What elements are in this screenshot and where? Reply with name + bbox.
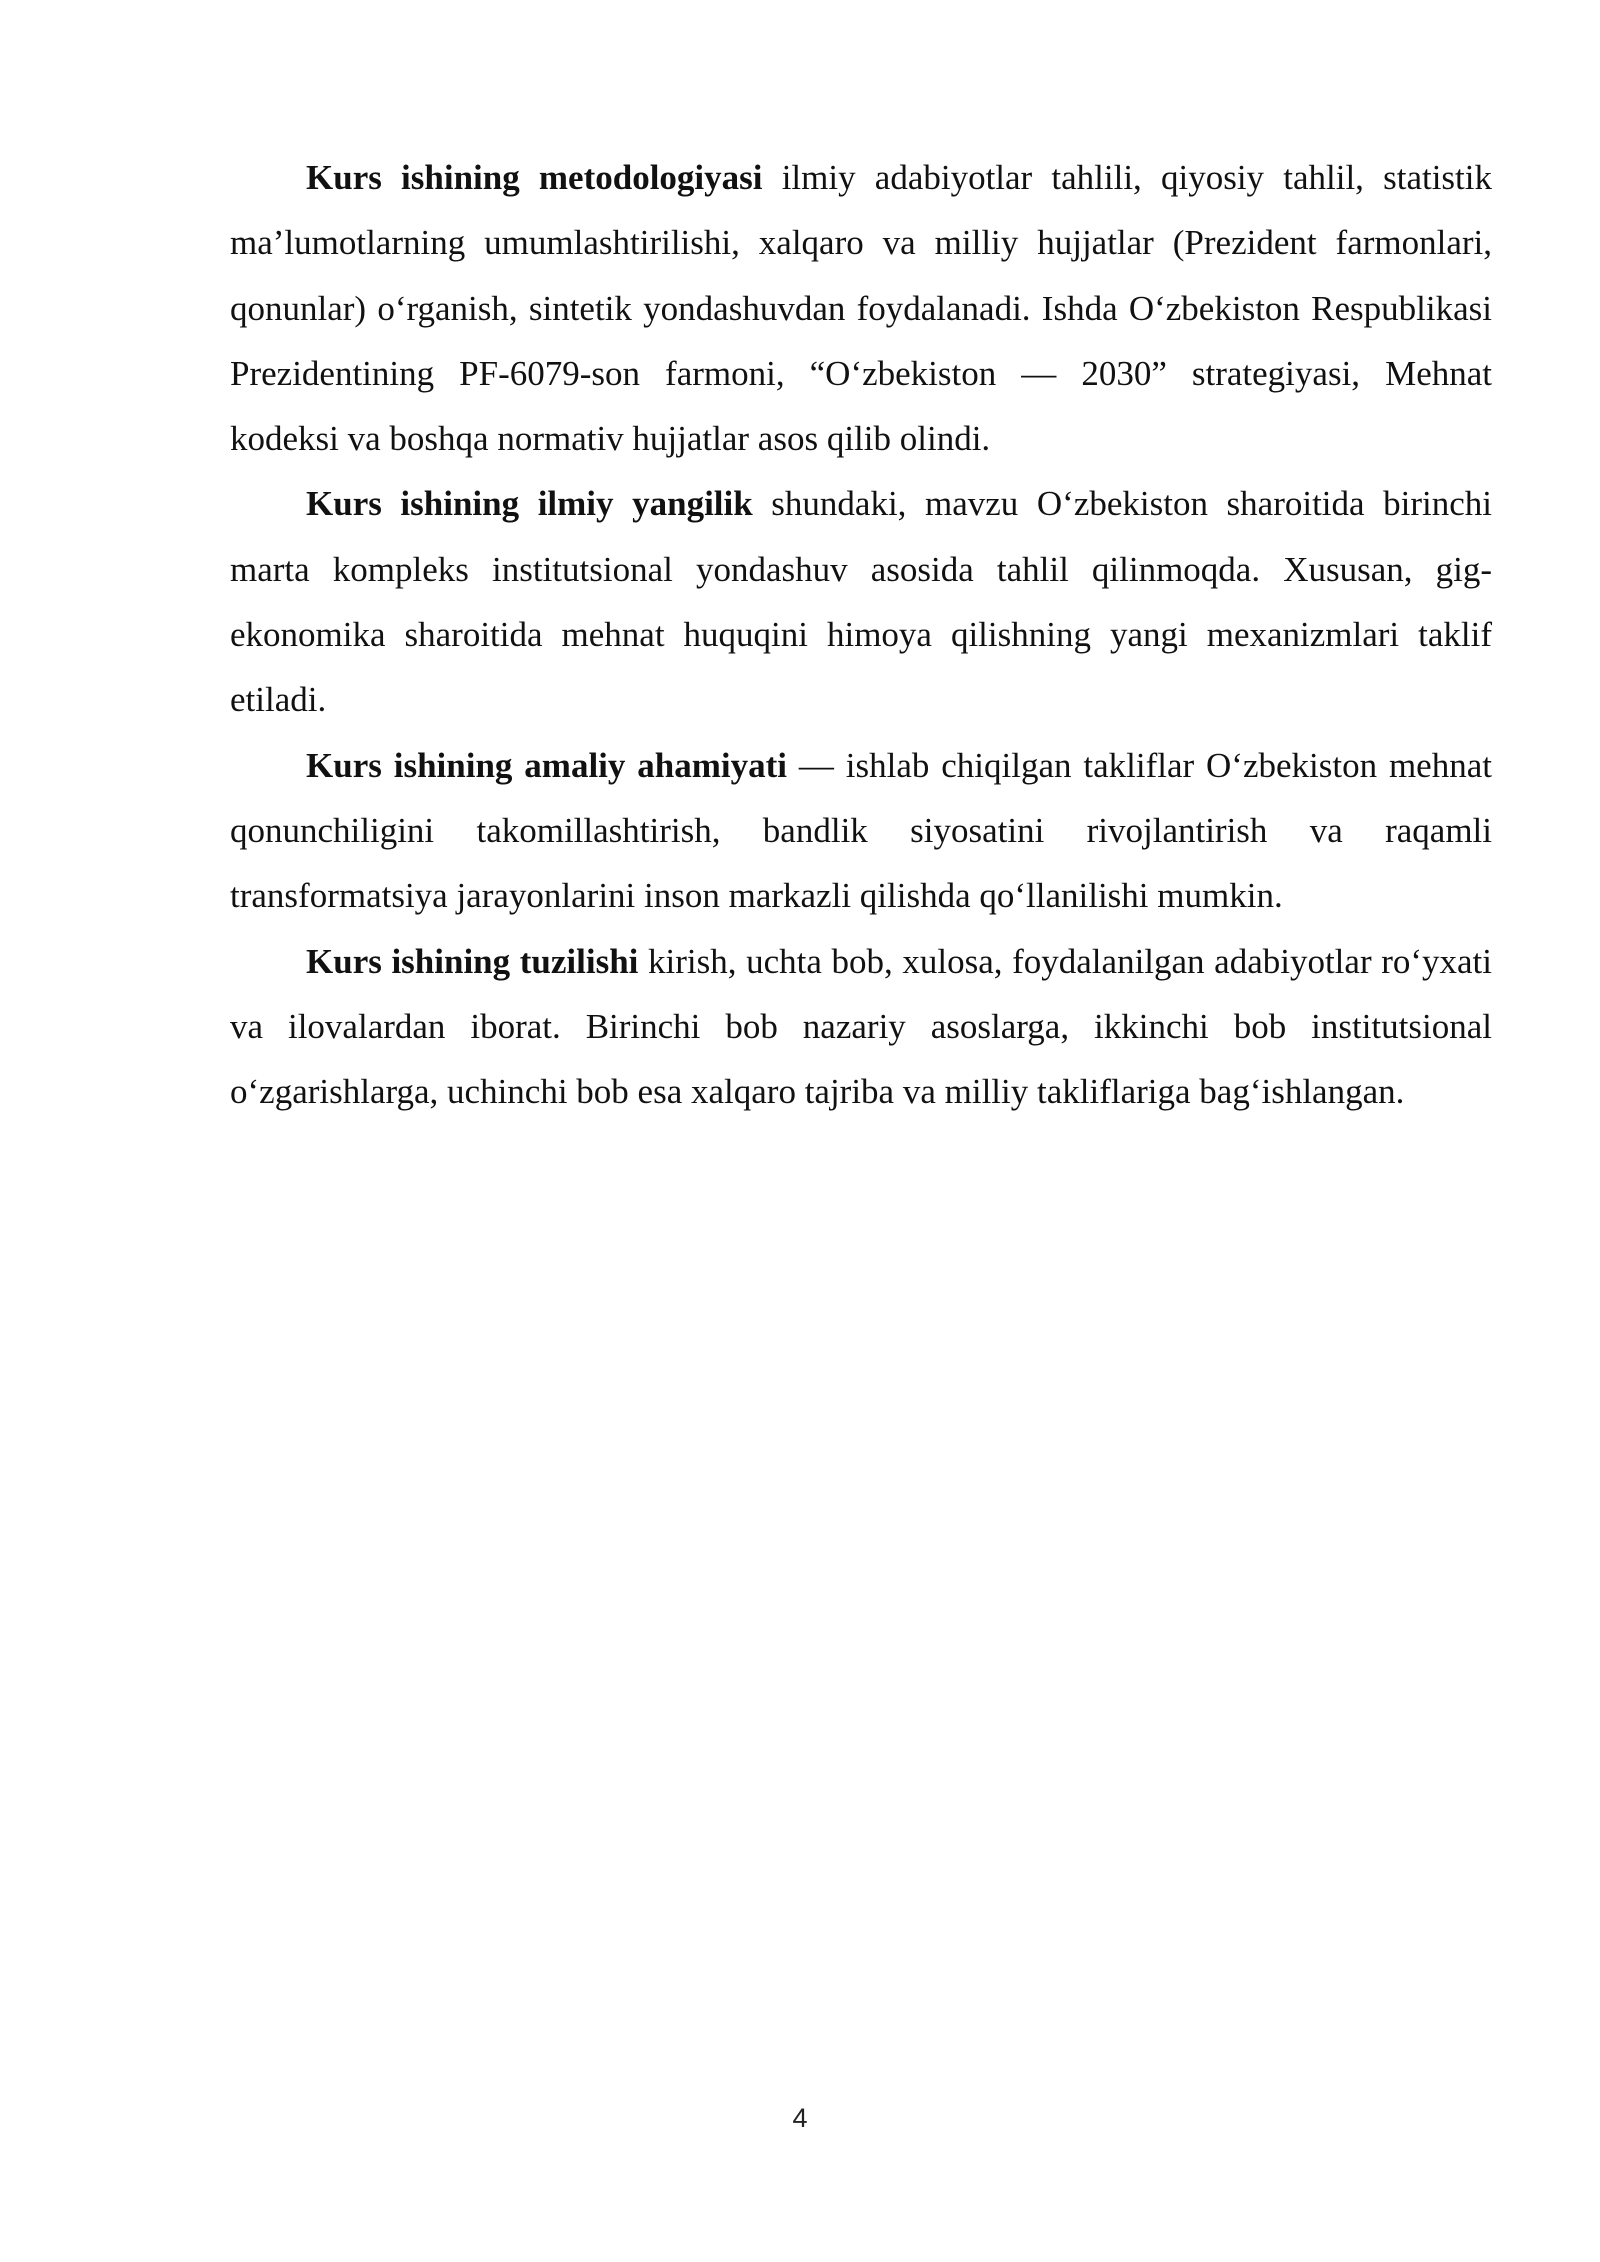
paragraph-text: shundaki, mavzu O‘zbekiston sharoitida birinchi marta kompleks institutsional yondashuv asosida tahlil qilinmoqda. Xususan, gig-ekonomika sharoitida mehnat huquqini himoya qilishning yangi mexanizmlari taklif etiladi. — [230, 484, 1493, 720]
paragraph-text: ilmiy adabiyotlar tahlili, qiyosiy tahlil, statistik ma’lumotlarning umumlashtirilishi, xalqaro va milliy hujjatlar (Prezident farmonlari, qonunlar) o‘rganish, sintetik yondashuvdan foydalanadi. Ishda O‘zbekiston Respublikasi Prezidentining PF-6079-son farmoni, “O‘zbekiston — 2030” strategiyasi, Mehnat kodeksi va boshqa normativ hujjatlar asos qilib olindi. — [230, 158, 1492, 459]
paragraph-lead: Kurs ishining ilmiy yangilik — [306, 484, 753, 524]
paragraph-lead: Kurs ishining metodologiyasi — [306, 158, 763, 197]
paragraph-lead: Kurs ishining amaliy ahamiyati — [306, 745, 787, 785]
paragraph-methodology — [230, 145, 1492, 471]
paragraph-lead: Kurs ishining tuzilishi — [306, 941, 639, 981]
paragraph-text: — ishlab chiqilgan takliflar O‘zbekiston mehnat qonunchiligini takomillashtirish, bandlik siyosatini rivojlantirish va raqamli transformatsiya jarayonlarini inson markazli qilishda qo‘llanilishi mumkin. — [230, 745, 1492, 916]
paragraph-practical-significance — [230, 733, 1492, 929]
paragraph-scientific-novelty — [230, 471, 1492, 732]
paragraph-structure — [230, 929, 1492, 1125]
paragraph-text: kirish, uchta bob, xulosa, foydalanilgan adabiyotlar ro‘yxati va ilovalardan iborat. Birinchi bob nazariy asoslarga, ikkinchi bob institutsional o‘zgarishlarga, uchinchi bob esa xalqaro tajriba va milliy takliflariga bag‘ishlangan. — [230, 941, 1492, 1112]
page-number: 4 — [792, 2103, 808, 2133]
body-text — [230, 145, 1492, 1124]
